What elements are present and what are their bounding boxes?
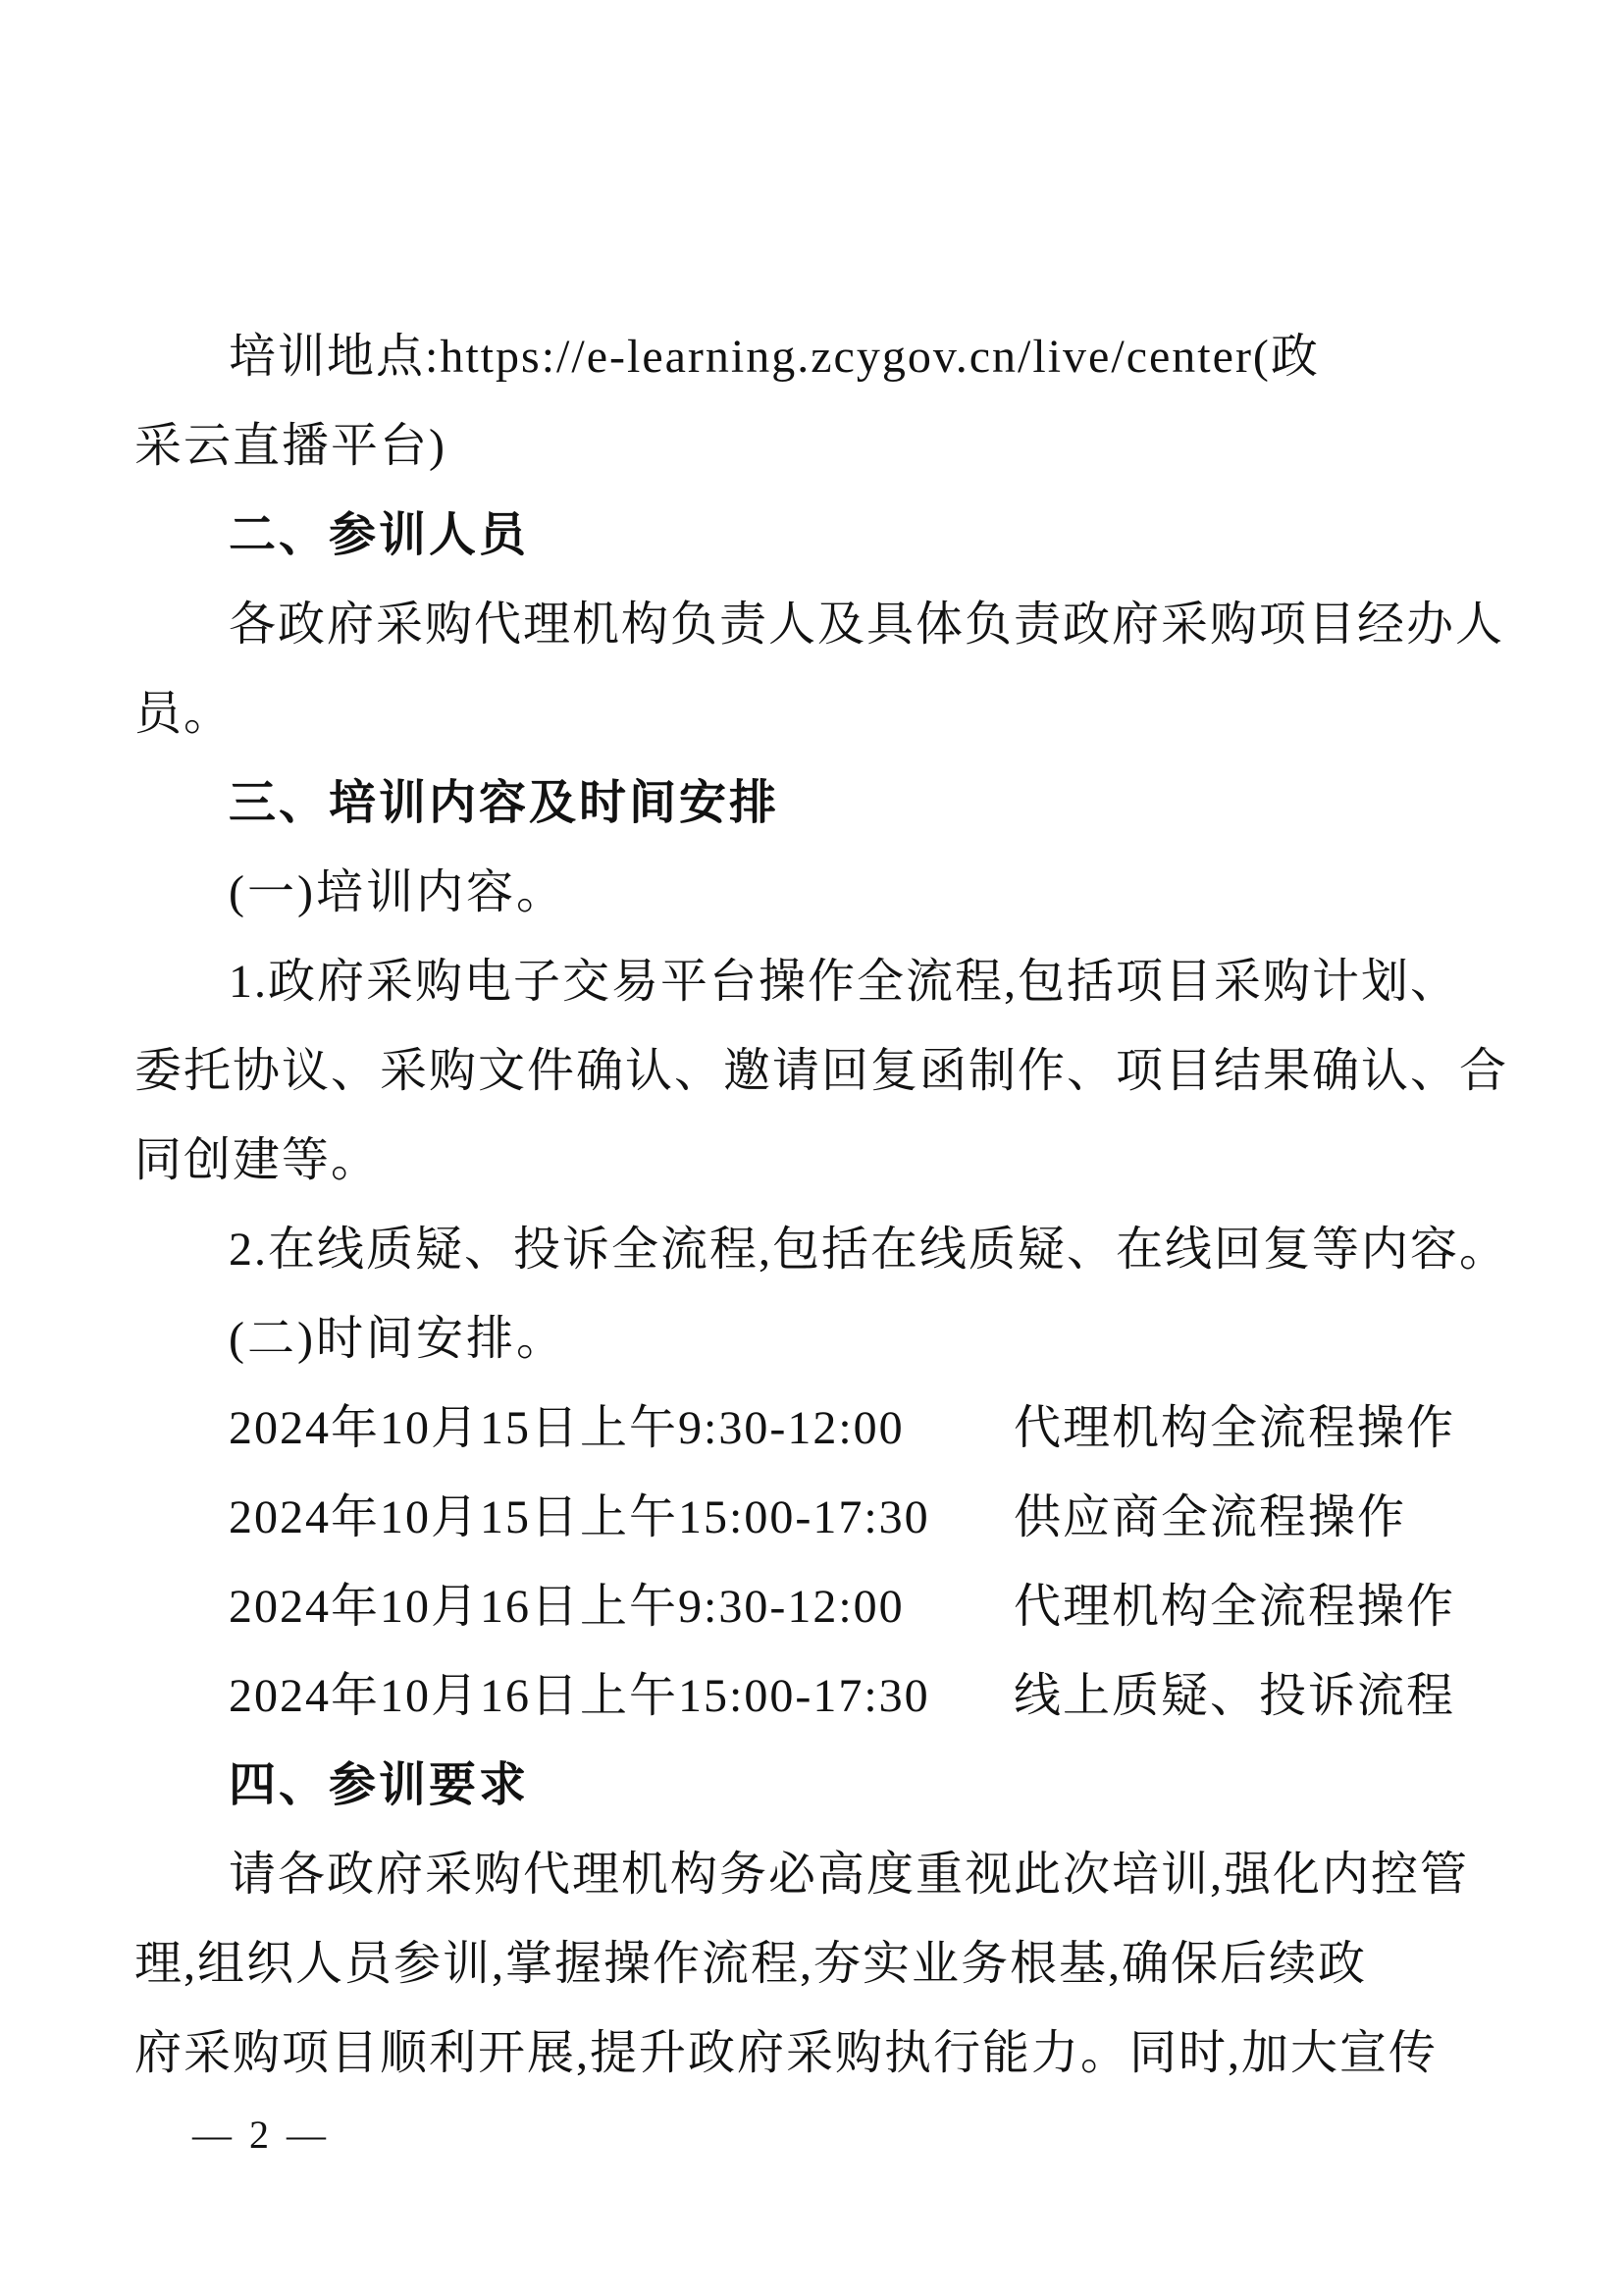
- schedule-time: 2024年10月16日上午15:00-17:30: [229, 1670, 930, 1722]
- schedule-topic: 代理机构全流程操作: [1014, 1581, 1456, 1633]
- schedule-time: 2024年10月16日上午9:30-12:00: [229, 1581, 905, 1633]
- section-3-sub-1: (一)培训内容。: [229, 866, 566, 918]
- schedule-row: [134, 1473, 1487, 1562]
- schedule-topic: 线上质疑、投诉流程: [1014, 1670, 1456, 1722]
- section-2-body-line-1: 各政府采购代理机构负责人及具体负责政府采购项目经办人: [229, 599, 1505, 651]
- schedule-row: [134, 1383, 1487, 1473]
- schedule-row: [134, 1651, 1487, 1741]
- schedule-topic: 代理机构全流程操作: [1014, 1402, 1456, 1454]
- schedule-time: 2024年10月15日上午15:00-17:30: [229, 1491, 930, 1543]
- schedule-topic: 供应商全流程操作: [1014, 1491, 1407, 1543]
- section-2-heading: 二、参训人员: [229, 509, 530, 561]
- training-location-line-2: 采云直播平台): [134, 420, 446, 472]
- training-location-line-1: 培训地点:https://e-learning.zcygov.cn/live/center(政: [229, 331, 1320, 383]
- page-number: — 2 —: [192, 2113, 330, 2157]
- section-3-heading: 三、培训内容及时间安排: [229, 777, 780, 829]
- section-3-item-2: 2.在线质疑、投诉全流程,包括在线质疑、在线回复等内容。: [229, 1224, 1509, 1276]
- section-4-body-line-1: 请各政府采购代理机构务必高度重视此次培训,强化内控管: [229, 1849, 1470, 1901]
- schedule-row: [134, 1562, 1487, 1651]
- section-4-body-line-2: 理,组织人员参训,掌握操作流程,夯实业务根基,确保后续政: [134, 1938, 1368, 1990]
- section-3-item-1-line-2: 委托协议、采购文件确认、邀请回复函制作、项目结果确认、合: [134, 1045, 1509, 1097]
- section-4-body-line-3: 府采购项目顺利开展,提升政府采购执行能力。同时,加大宣传: [134, 2027, 1439, 2079]
- schedule-time: 2024年10月15日上午9:30-12:00: [229, 1402, 905, 1454]
- section-3-item-1-line-1: 1.政府采购电子交易平台操作全流程,包括项目采购计划、: [229, 956, 1460, 1008]
- document-body: [134, 312, 1509, 2098]
- section-3-sub-2: (二)时间安排。: [229, 1313, 566, 1365]
- section-4-heading: 四、参训要求: [229, 1759, 530, 1811]
- section-3-item-1-line-3: 同创建等。: [134, 1134, 381, 1186]
- section-2-body-line-2: 员。: [134, 688, 234, 740]
